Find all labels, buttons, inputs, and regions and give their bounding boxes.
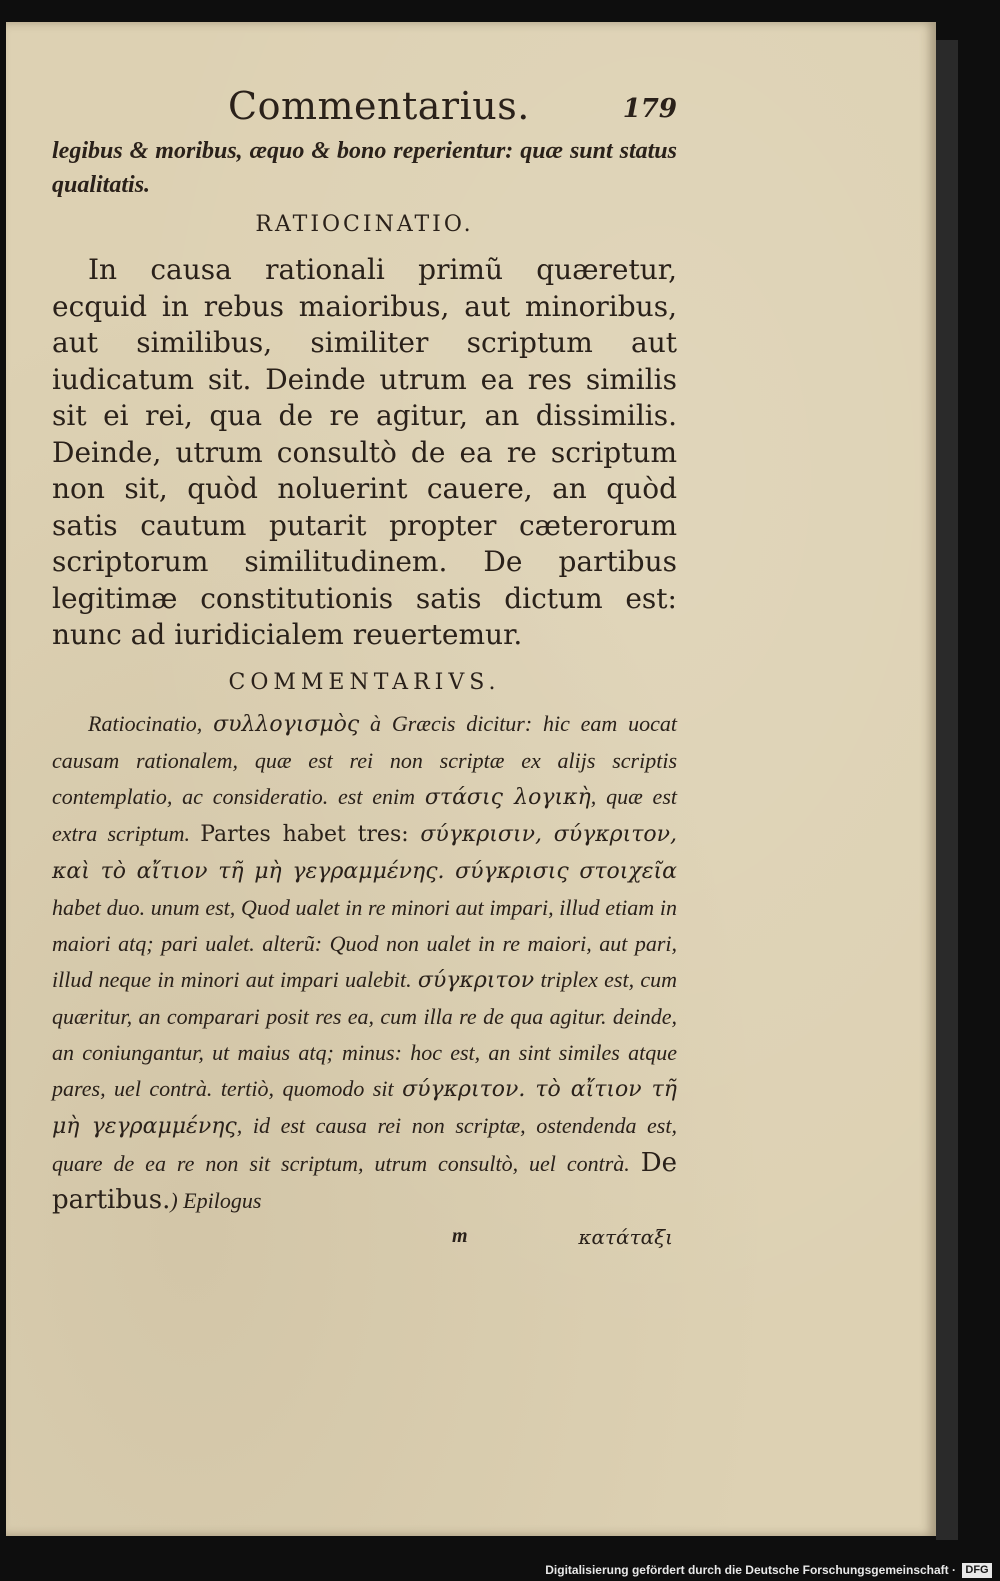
- p3-text-9: ) Epilogus: [170, 1187, 262, 1213]
- page-edge-shadow: [936, 40, 958, 1540]
- p3-text-1: Ratiocinatio,: [88, 710, 214, 736]
- p3-text-4: Partes habet tres:: [200, 821, 421, 847]
- p3-text-7: , id est causa rei non scriptæ, ostendenda est, quare de ea re non sit scriptum, utrum consultò, uel contrà.: [52, 1112, 677, 1176]
- greek-term-1: συλλογισμὸς: [213, 711, 360, 737]
- paragraph-1: legibus & moribus, æquo & bono reperientur: quæ sunt status qualitatis.: [52, 138, 677, 198]
- digitization-credit: Digitalisierung gefördert durch die Deutsche Forschungsgemeinschaft ·: [545, 1563, 956, 1577]
- catchword-line: [52, 1219, 677, 1259]
- running-head-title: Commentarius.: [228, 84, 530, 128]
- page-number: 179: [622, 94, 677, 124]
- dfg-logo: DFG: [962, 1563, 992, 1578]
- paragraph-2: In causa rationali primũ quæretur, ecquid in rebus maioribus, aut minoribus, aut similibus, similiter scriptum aut iudicatum sit. Deinde utrum ea res similis sit ei rei, qua de re agitur, an dissimilis. Deinde, utrum consultò de ea re scriptum non sit, quòd noluerint cauere, an quòd satis cautum putarit propter cæterorum scriptorum similitudinem. De partibus legitimæ constitutionis satis dictum est: nunc ad iuridicialem reuertemur.: [52, 253, 677, 651]
- p3-text-2: à Græcis dicitur: hic eam uocat causam rationalem, quæ est rei non scriptæ ex alijs scriptis contemplatio, ac consideratio. est enim: [52, 710, 677, 809]
- heading-ratiocinatio: RATIOCINATIO.: [255, 212, 474, 237]
- catchword: κατάταξι: [578, 1224, 673, 1249]
- greek-term-4: σύγκριτον: [417, 967, 535, 993]
- p3-text-6: triplex est, cum quæritur, an comparari posit res ea, cum illa re de qua agitur. deinde, an coniungantur, ut maius atq; minus: hoc est, an sint similes atque pares, uel contrà. tertiò, quomodo sit: [52, 966, 677, 1101]
- signature-mark: m: [452, 1224, 468, 1247]
- running-head: [52, 84, 677, 134]
- greek-term-5: σύγκριτον. τὸ αἴτιον τῆ μὴ γεγραμμένης: [52, 1076, 677, 1139]
- paragraph-3: [52, 706, 677, 1219]
- heading-commentarius: COMMENTARIVS.: [228, 669, 501, 695]
- greek-term-2: στάσις λογικὴ: [424, 784, 591, 810]
- text-block: [52, 84, 677, 1259]
- p3-text-5: habet duo. unum est, Quod ualet in re minori aut impari, illud etiam in maiori atq; pari ualet. alterũ: Quod non ualet in re maiori, aut pari, illud neque in minori aut impari ualebit.: [52, 894, 677, 992]
- p3-text-3: , quæ est extra scriptum.: [52, 783, 677, 846]
- greek-term-3: σύγκρισιν, σύγκριτον, καὶ τὸ αἴτιον τῆ μὴ γεγραμμένης. σύγκρισις στοιχεῖα: [52, 821, 678, 884]
- lemma-de-partibus: De partibus.: [52, 1147, 677, 1215]
